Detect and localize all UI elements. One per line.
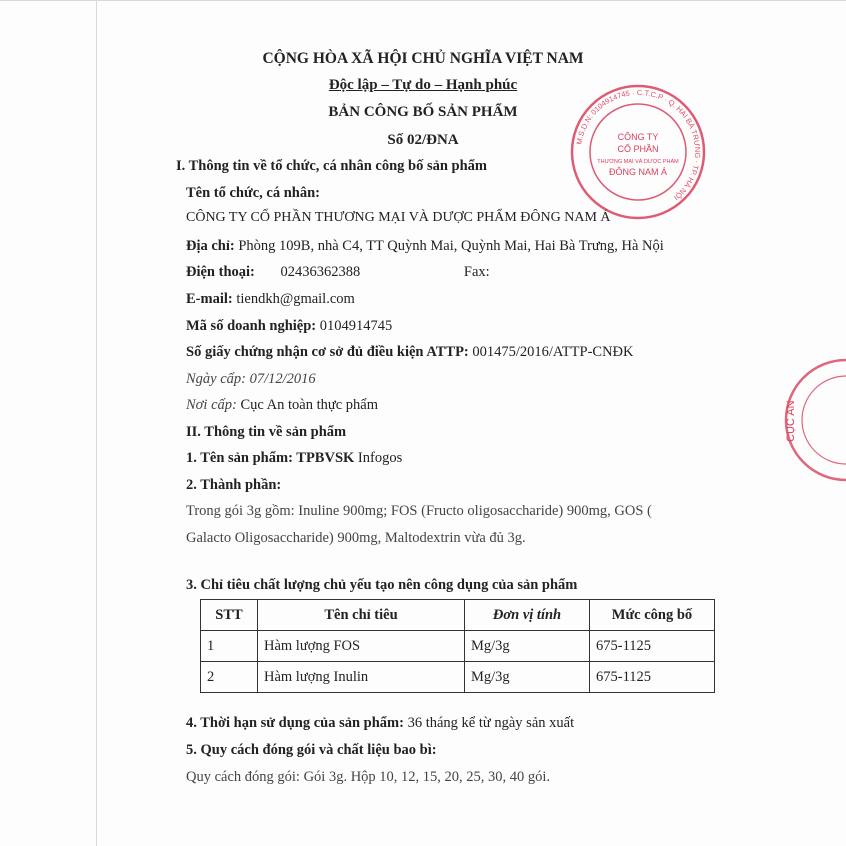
document-number: Số 02/ĐNA bbox=[387, 132, 459, 148]
packing-label: 5. Quy cách đóng gói và chất liệu bao bì: bbox=[186, 742, 437, 758]
fax-label: Fax: bbox=[463, 264, 490, 280]
cert-line bbox=[186, 344, 634, 361]
cell-stt: 1 bbox=[201, 631, 258, 662]
stamp-line-1: CÔNG TY bbox=[617, 132, 659, 142]
col-header-value: Mức công bố bbox=[590, 600, 715, 631]
cell-name: Hàm lượng FOS bbox=[258, 631, 465, 662]
company-stamp-ring: M.S.D.N: 0104914745 · C.T.C.P · Q. HAI BÀ TRƯNG · TP. HÀ NỘI bbox=[574, 87, 703, 203]
col-header-name: Tên chỉ tiêu bbox=[258, 600, 465, 631]
product-line bbox=[186, 450, 402, 467]
address-line bbox=[186, 238, 664, 255]
stamp-line-4: ĐÔNG NAM Á bbox=[608, 167, 668, 177]
product-bold: TPBVSK bbox=[292, 450, 355, 466]
cell-unit: Mg/3g bbox=[465, 631, 590, 662]
section-2-heading: II. Thông tin về sản phẩm bbox=[186, 424, 347, 440]
agency-stamp-text: CỤC AN bbox=[785, 400, 797, 442]
country-title: CỘNG HÒA XÃ HỘI CHỦ NGHĨA VIỆT NAM bbox=[262, 50, 584, 67]
shelf-value: 36 tháng kể từ ngày sản xuất bbox=[403, 715, 575, 731]
company-stamp bbox=[568, 82, 708, 222]
document-title: BẢN CÔNG BỐ SẢN PHẨM bbox=[328, 104, 518, 120]
cell-name: Hàm lượng Inulin bbox=[258, 662, 465, 693]
motto: Độc lập – Tự do – Hạnh phúc bbox=[328, 77, 518, 93]
quality-table bbox=[200, 599, 715, 693]
issue-place-value: Cục An toàn thực phẩm bbox=[236, 397, 378, 413]
col-header-unit: Đơn vị tính bbox=[465, 600, 590, 631]
phone-line bbox=[186, 264, 490, 281]
cell-unit: Mg/3g bbox=[465, 662, 590, 693]
composition-label: 2. Thành phần: bbox=[186, 477, 282, 493]
table-row bbox=[201, 662, 715, 693]
cell-value: 675-1125 bbox=[590, 631, 715, 662]
issue-date: Ngày cấp: 07/12/2016 bbox=[186, 371, 316, 387]
cell-value: 675-1125 bbox=[590, 662, 715, 693]
col-header-stt: STT bbox=[201, 600, 258, 631]
cert-label: Số giấy chứng nhận cơ sở đủ điều kiện ATTP: bbox=[186, 344, 469, 360]
tax-line bbox=[186, 318, 392, 335]
product-value: Infogos bbox=[354, 450, 403, 466]
table-header-row bbox=[201, 600, 715, 631]
shelf-label: 4. Thời hạn sử dụng của sản phẩm: bbox=[186, 715, 404, 731]
email-value: tiendkh@gmail.com bbox=[232, 291, 355, 307]
address-value: Phòng 109B, nhà C4, TT Quỳnh Mai, Quỳnh Mai, Hai Bà Trưng, Hà Nội bbox=[234, 238, 664, 254]
packing-value: Quy cách đóng gói: Gói 3g. Hộp 10, 12, 15, 20, 25, 30, 40 gói. bbox=[186, 769, 551, 785]
issue-place-label: Nơi cấp: bbox=[186, 397, 237, 413]
product-label: 1. Tên sản phẩm: bbox=[186, 450, 293, 466]
composition-line-1: Trong gói 3g gồm: Inuline 900mg; FOS (Fructo oligosaccharide) 900mg, GOS ( bbox=[186, 503, 652, 519]
motto-wrap bbox=[0, 77, 846, 94]
phone-label: Điện thoại: bbox=[186, 264, 255, 280]
table-row bbox=[201, 631, 715, 662]
agency-stamp bbox=[762, 356, 846, 484]
issue-place-line bbox=[186, 397, 378, 414]
email-label: E-mail: bbox=[186, 291, 233, 307]
org-label: Tên tổ chức, cá nhân: bbox=[186, 185, 320, 201]
cell-stt: 2 bbox=[201, 662, 258, 693]
phone-value: 02436362388 bbox=[280, 264, 361, 280]
tax-value: 0104914745 bbox=[316, 318, 393, 334]
composition-line-2: Galacto Oligosaccharide) 900mg, Maltodextrin vừa đủ 3g. bbox=[186, 530, 526, 546]
stamp-line-2: CỔ PHẦN bbox=[617, 144, 659, 154]
tax-label: Mã số doanh nghiệp: bbox=[186, 318, 317, 334]
email-line bbox=[186, 291, 355, 308]
cert-value: 001475/2016/ATTP-CNĐK bbox=[468, 344, 634, 360]
quality-heading: 3. Chỉ tiêu chất lượng chủ yếu tạo nên công dụng của sản phẩm bbox=[186, 577, 578, 593]
address-label: Địa chỉ: bbox=[186, 238, 235, 254]
scan-edge-top bbox=[0, 0, 846, 1]
scan-edge-left bbox=[96, 0, 97, 846]
org-name: CÔNG TY CỔ PHẦN THƯƠNG MẠI VÀ DƯỢC PHẨM ĐÔNG NAM Á bbox=[186, 210, 611, 225]
stamp-line-3: THƯƠNG MẠI VÀ DƯỢC PHẨM bbox=[597, 159, 679, 165]
shelf-line bbox=[186, 715, 574, 732]
section-1-heading: I. Thông tin về tổ chức, cá nhân công bố sản phẩm bbox=[176, 158, 487, 174]
